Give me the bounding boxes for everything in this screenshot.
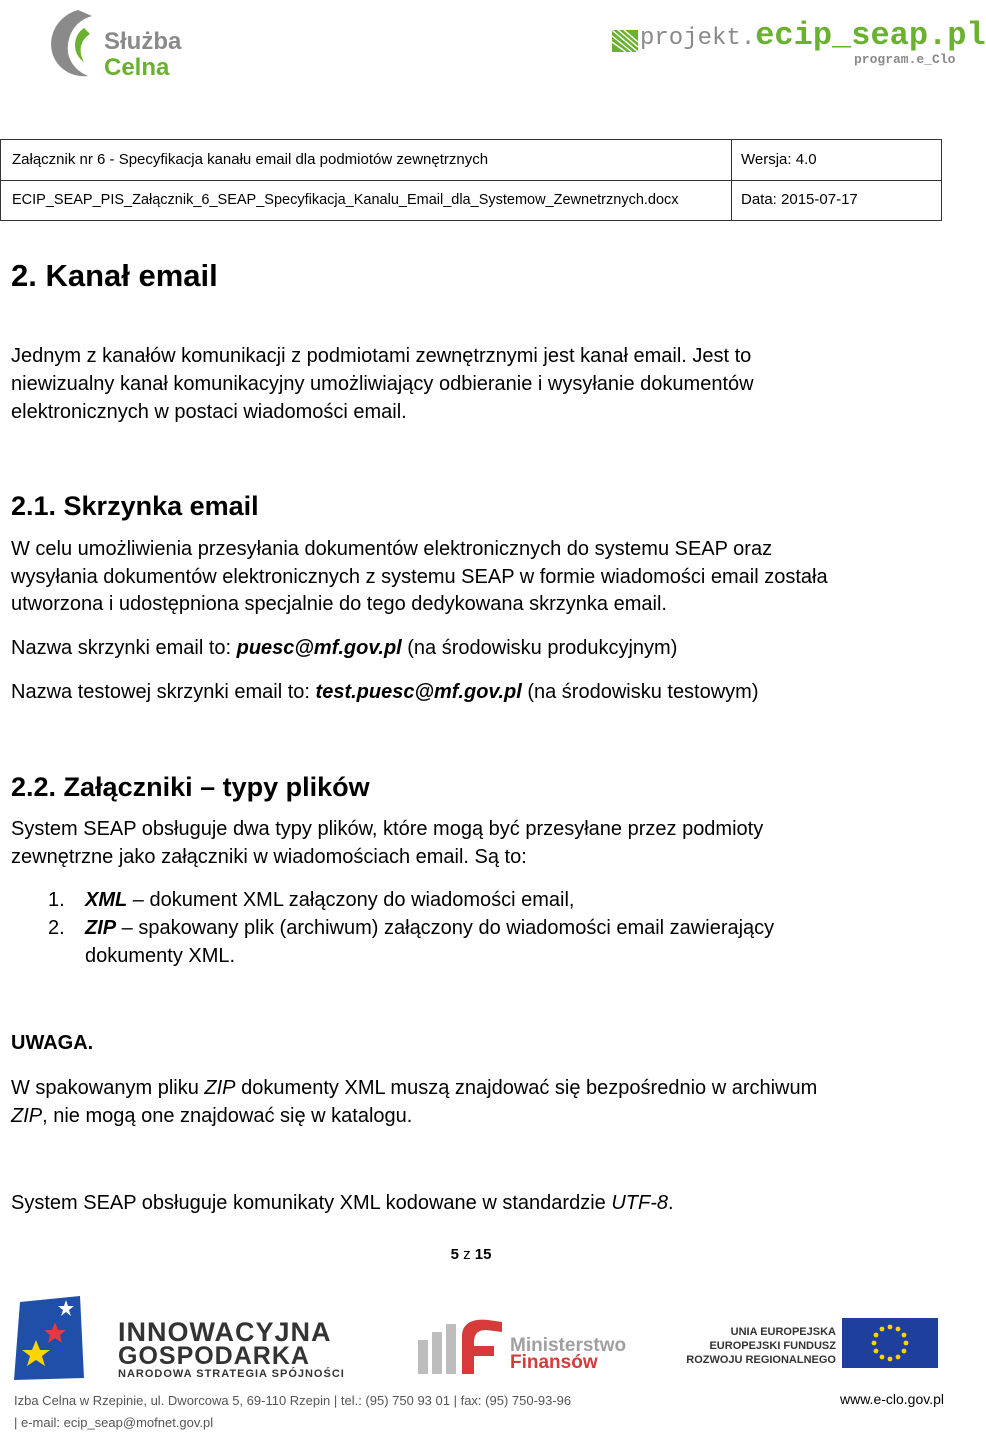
document-meta-table xyxy=(0,139,942,221)
section-2-para-line: elektronicznych w postaci wiadomości email. xyxy=(11,401,407,423)
note-line: W spakowanym pliku ZIP dokumenty XML muszą znajdować się bezpośrednio w archiwum xyxy=(11,1077,818,1099)
prod-email-address[interactable]: puesc@mf.gov.pl xyxy=(236,637,402,659)
eu-text-line3: ROZWOJU REGIONALNEGO xyxy=(686,1354,836,1366)
note-heading: UWAGA. xyxy=(11,1032,94,1054)
sluzba-celna-line2: Celna xyxy=(104,54,170,81)
meta-row-1 xyxy=(1,140,941,181)
list-item: XML – dokument XML załączony do wiadomości email, xyxy=(85,889,575,911)
list-item-number: 1. xyxy=(48,889,65,911)
list-item-number: 2. xyxy=(48,917,65,939)
test-mailbox-line: Nazwa testowej skrzynki email to: test.puesc@mf.gov.pl (na środowisku testowym) xyxy=(11,681,759,703)
eu-flag-icon xyxy=(842,1318,938,1368)
innowacyjna-gospodarka-logo-icon xyxy=(14,1296,90,1380)
footer-website-link[interactable]: www.e-clo.gov.pl xyxy=(840,1391,945,1407)
strategia-text: NARODOWA STRATEGIA SPÓJNOŚCI xyxy=(118,1368,345,1380)
gospodarka-text: GOSPODARKA xyxy=(118,1342,310,1370)
test-email-address[interactable]: test.puesc@mf.gov.pl xyxy=(315,681,522,703)
list-item: ZIP – spakowany plik (archiwum) załączony do wiadomości email zawierający xyxy=(85,917,775,939)
eu-text-line2: EUROPEJSKI FUNDUSZ xyxy=(709,1340,836,1352)
note-line: ZIP, nie mogą one znajdować się w katalogu. xyxy=(11,1105,413,1127)
project-logo-text: projekt.ecip_seap.pl xyxy=(640,17,986,54)
innowacyjna-text: INNOWACYJNA xyxy=(118,1317,332,1347)
encoding-line: System SEAP obsługuje komunikaty XML kodowane w standardzie UTF-8. xyxy=(11,1192,674,1214)
sluzba-celna-logo-icon xyxy=(44,6,106,82)
finansow-text: Finansów xyxy=(510,1352,598,1373)
footer-address: Izba Celna w Rzepinie, ul. Dworcowa 5, 69-110 Rzepin | tel.: (95) 750 93 01 | fax: (95) 750-93-96 xyxy=(14,1393,572,1408)
section-2-2-heading: 2.2. Załączniki – typy plików xyxy=(11,772,370,802)
section-2-1-para-line: utworzona i udostępniona specjalnie do tego dedykowana skrzynka email. xyxy=(11,593,667,615)
footer-email[interactable]: | e-mail: ecip_seap@mofnet.gov.pl xyxy=(14,1415,214,1430)
meta-date: Data: 2015-07-17 xyxy=(741,191,858,208)
ministerstwo-text: Ministerstwo xyxy=(510,1335,627,1356)
section-2-1-para-line: W celu umożliwienia przesyłania dokumentów elektronicznych do systemu SEAP oraz xyxy=(11,538,773,560)
meta-row-2 xyxy=(1,180,941,220)
project-logo-subtitle: program.e_Clo xyxy=(854,52,956,67)
eu-text-line1: UNIA EUROPEJSKA xyxy=(730,1326,836,1338)
ministerstwo-finansow-logo-icon xyxy=(418,1318,502,1374)
sluzba-celna-line1: Służba xyxy=(104,28,182,55)
project-logo-icon xyxy=(612,30,638,52)
section-2-1-heading: 2.1. Skrzynka email xyxy=(11,491,259,521)
meta-filename: ECIP_SEAP_PIS_Załącznik_6_SEAP_Specyfikacja_Kanalu_Email_dla_Systemow_Zewnetrznych.docx xyxy=(12,192,679,208)
meta-version: Wersja: 4.0 xyxy=(741,151,817,168)
section-2-para-line: Jednym z kanałów komunikacji z podmiotami zewnętrznymi jest kanał email. Jest to xyxy=(11,345,752,367)
meta-attachment-title: Załącznik nr 6 - Specyfikacja kanału email dla podmiotów zewnętrznych xyxy=(12,151,489,168)
list-item-continuation: dokumenty XML. xyxy=(85,945,236,967)
page-number: 5 z 15 xyxy=(450,1246,492,1263)
section-2-heading: 2. Kanał email xyxy=(11,258,218,293)
section-2-para-line: niewizualny kanał komunikacyjny umożliwiający odbieranie i wysyłanie dokumentów xyxy=(11,373,754,395)
section-2-2-para-line: System SEAP obsługuje dwa typy plików, które mogą być przesyłane przez podmioty xyxy=(11,818,764,840)
section-2-1-para-line: wysyłania dokumentów elektronicznych z systemu SEAP w formie wiadomości email została xyxy=(11,566,828,588)
prod-mailbox-line: Nazwa skrzynki email to: puesc@mf.gov.pl (na środowisku produkcyjnym) xyxy=(11,637,678,659)
section-2-2-para-line: zewnętrzne jako załączniki w wiadomościach email. Są to: xyxy=(11,846,527,868)
